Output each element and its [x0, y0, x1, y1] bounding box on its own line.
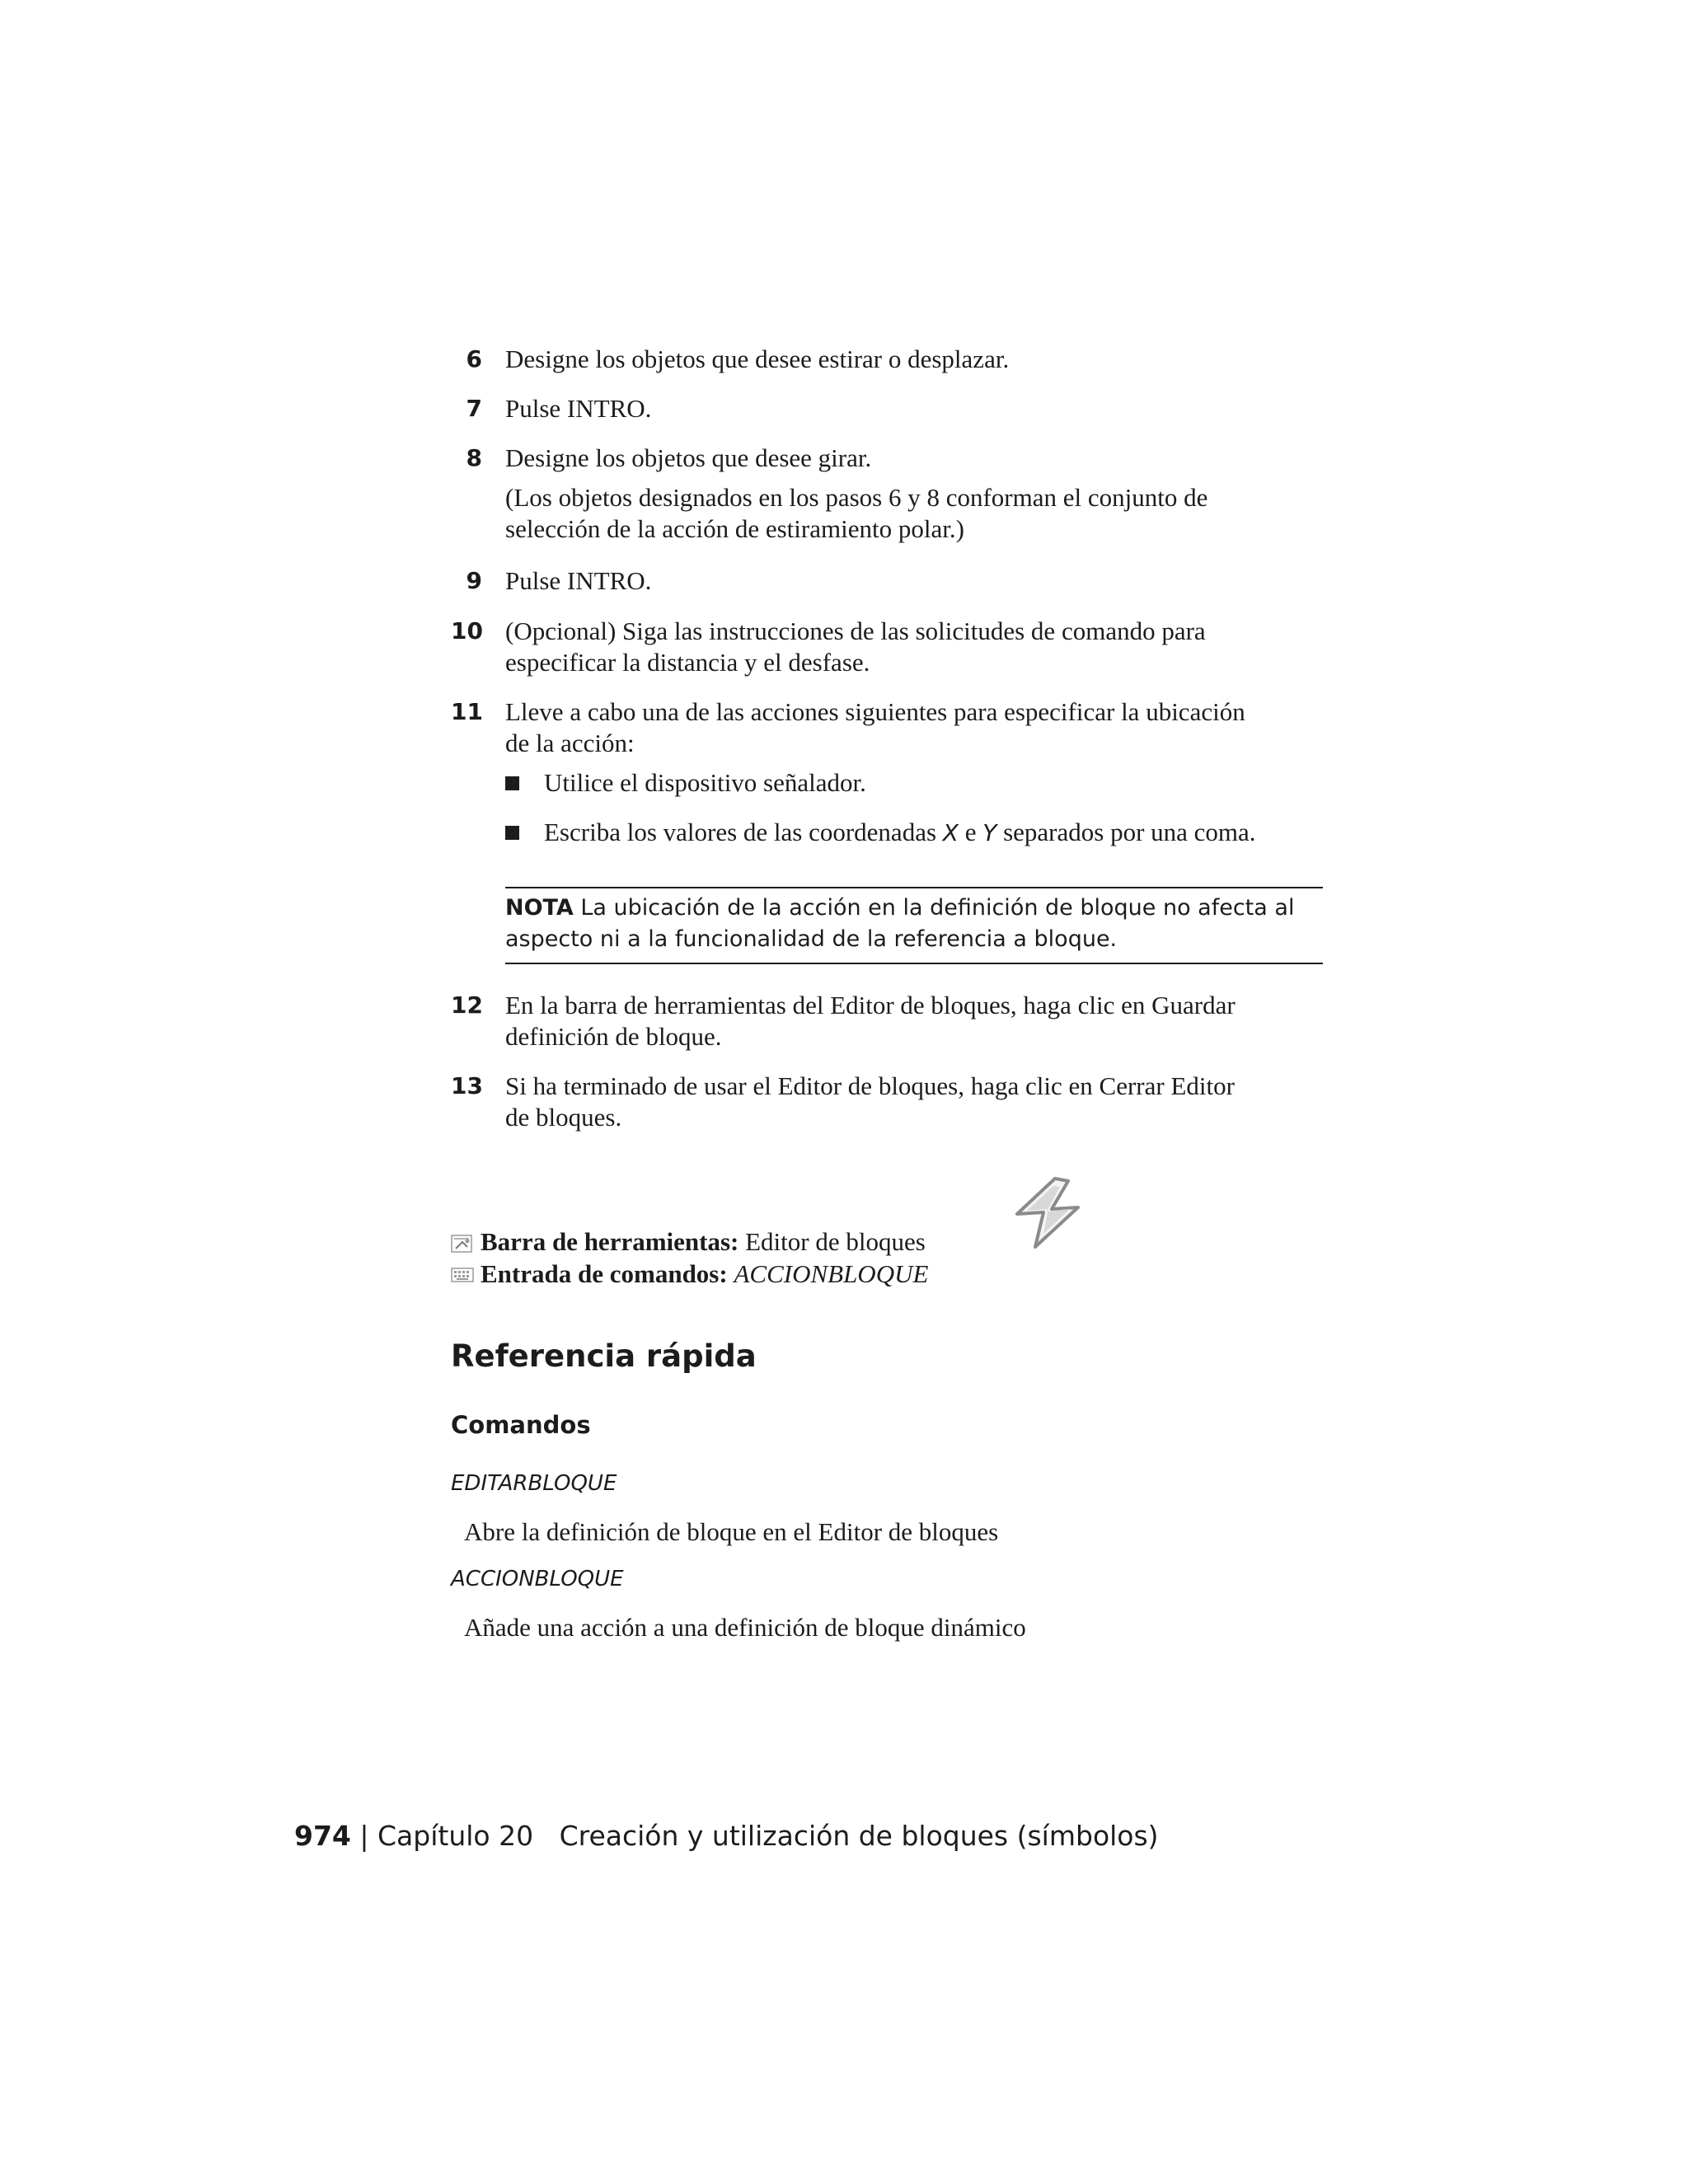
step-number: 6 [466, 345, 482, 373]
command-description: Abre la definición de bloque en el Editor de bloques [464, 1517, 999, 1546]
commands-subheading: Comandos [451, 1411, 591, 1439]
command-description: Añade una acción a una definición de bloque dinámico [464, 1613, 1026, 1642]
note-label: NOTA [505, 895, 574, 921]
command-label: Entrada de comandos: [481, 1259, 728, 1288]
footer-separator: | [359, 1820, 369, 1852]
bullet-square [505, 776, 519, 790]
step-number: 9 [466, 567, 482, 594]
note-text-2: aspecto ni a la funcionalidad de la referencia a bloque. [505, 926, 1118, 952]
chapter-label: Capítulo 20 [377, 1820, 534, 1852]
note-line-1 [505, 894, 1294, 922]
chapter-title: Creación y utilización de bloques (símbolos) [559, 1820, 1159, 1852]
page-footer [294, 1820, 1159, 1853]
bullet-text: Utilice el dispositivo señalador. [544, 768, 866, 797]
note-box [505, 887, 1323, 964]
command-name: ACCIONBLOQUE [451, 1567, 624, 1591]
step-number: 13 [451, 1072, 483, 1099]
step-text-line-1: En la barra de herramientas del Editor de bloques, haga clic en Guardar [505, 991, 1236, 1019]
step-text: Designe los objetos que desee estirar o desplazar. [505, 344, 1010, 373]
step-text: Pulse INTRO. [505, 394, 652, 423]
bullet-square [505, 826, 519, 840]
step-text-line-2: definición de bloque. [505, 1022, 722, 1051]
step-text-line-1: Si ha terminado de usar el Editor de bloques, haga clic en Cerrar Editor [505, 1071, 1235, 1100]
bullet-text: Escriba los valores de las coordenadas X e Y separados por una coma. [544, 818, 1256, 846]
page-number: 974 [294, 1820, 351, 1852]
step-text-line-2: de la acción: [505, 729, 635, 757]
step-text-line-2: especificar la distancia y el desfase. [505, 648, 870, 677]
x-variable: X [942, 819, 959, 846]
note-text-1: La ubicación de la acción en la definición de bloque no afecta al [580, 895, 1295, 921]
step-number: 7 [466, 395, 482, 422]
toolbar-value: Editor de bloques [745, 1227, 926, 1256]
command-name: EDITARBLOQUE [451, 1471, 617, 1496]
step-number: 8 [466, 444, 482, 471]
step-text-line-1: Lleve a cabo una de las acciones siguientes para especificar la ubicación [505, 697, 1245, 726]
step-number: 12 [451, 991, 483, 1019]
step-number: 10 [451, 617, 483, 644]
step-text: Pulse INTRO. [505, 566, 652, 595]
toolbar-icon [451, 1234, 474, 1254]
step-text-line-2: de bloques. [505, 1103, 622, 1132]
polar-stretch-action-icon [1012, 1176, 1086, 1250]
step-number: 11 [451, 698, 483, 725]
toolbar-label: Barra de herramientas: [481, 1227, 739, 1256]
step-text-line-1: (Opcional) Siga las instrucciones de las solicitudes de comando para [505, 616, 1206, 645]
step-8-note-line-1: (Los objetos designados en los pasos 6 y 8 conforman el conjunto de [505, 483, 1208, 512]
command-value: ACCIONBLOQUE [734, 1259, 929, 1288]
step-text: Designe los objetos que desee girar. [505, 443, 872, 472]
y-variable: Y [982, 819, 997, 846]
quick-reference-heading: Referencia rápida [451, 1338, 757, 1374]
step-8-note-line-2: selección de la acción de estiramiento polar.) [505, 514, 964, 543]
keyboard-icon [451, 1266, 474, 1284]
